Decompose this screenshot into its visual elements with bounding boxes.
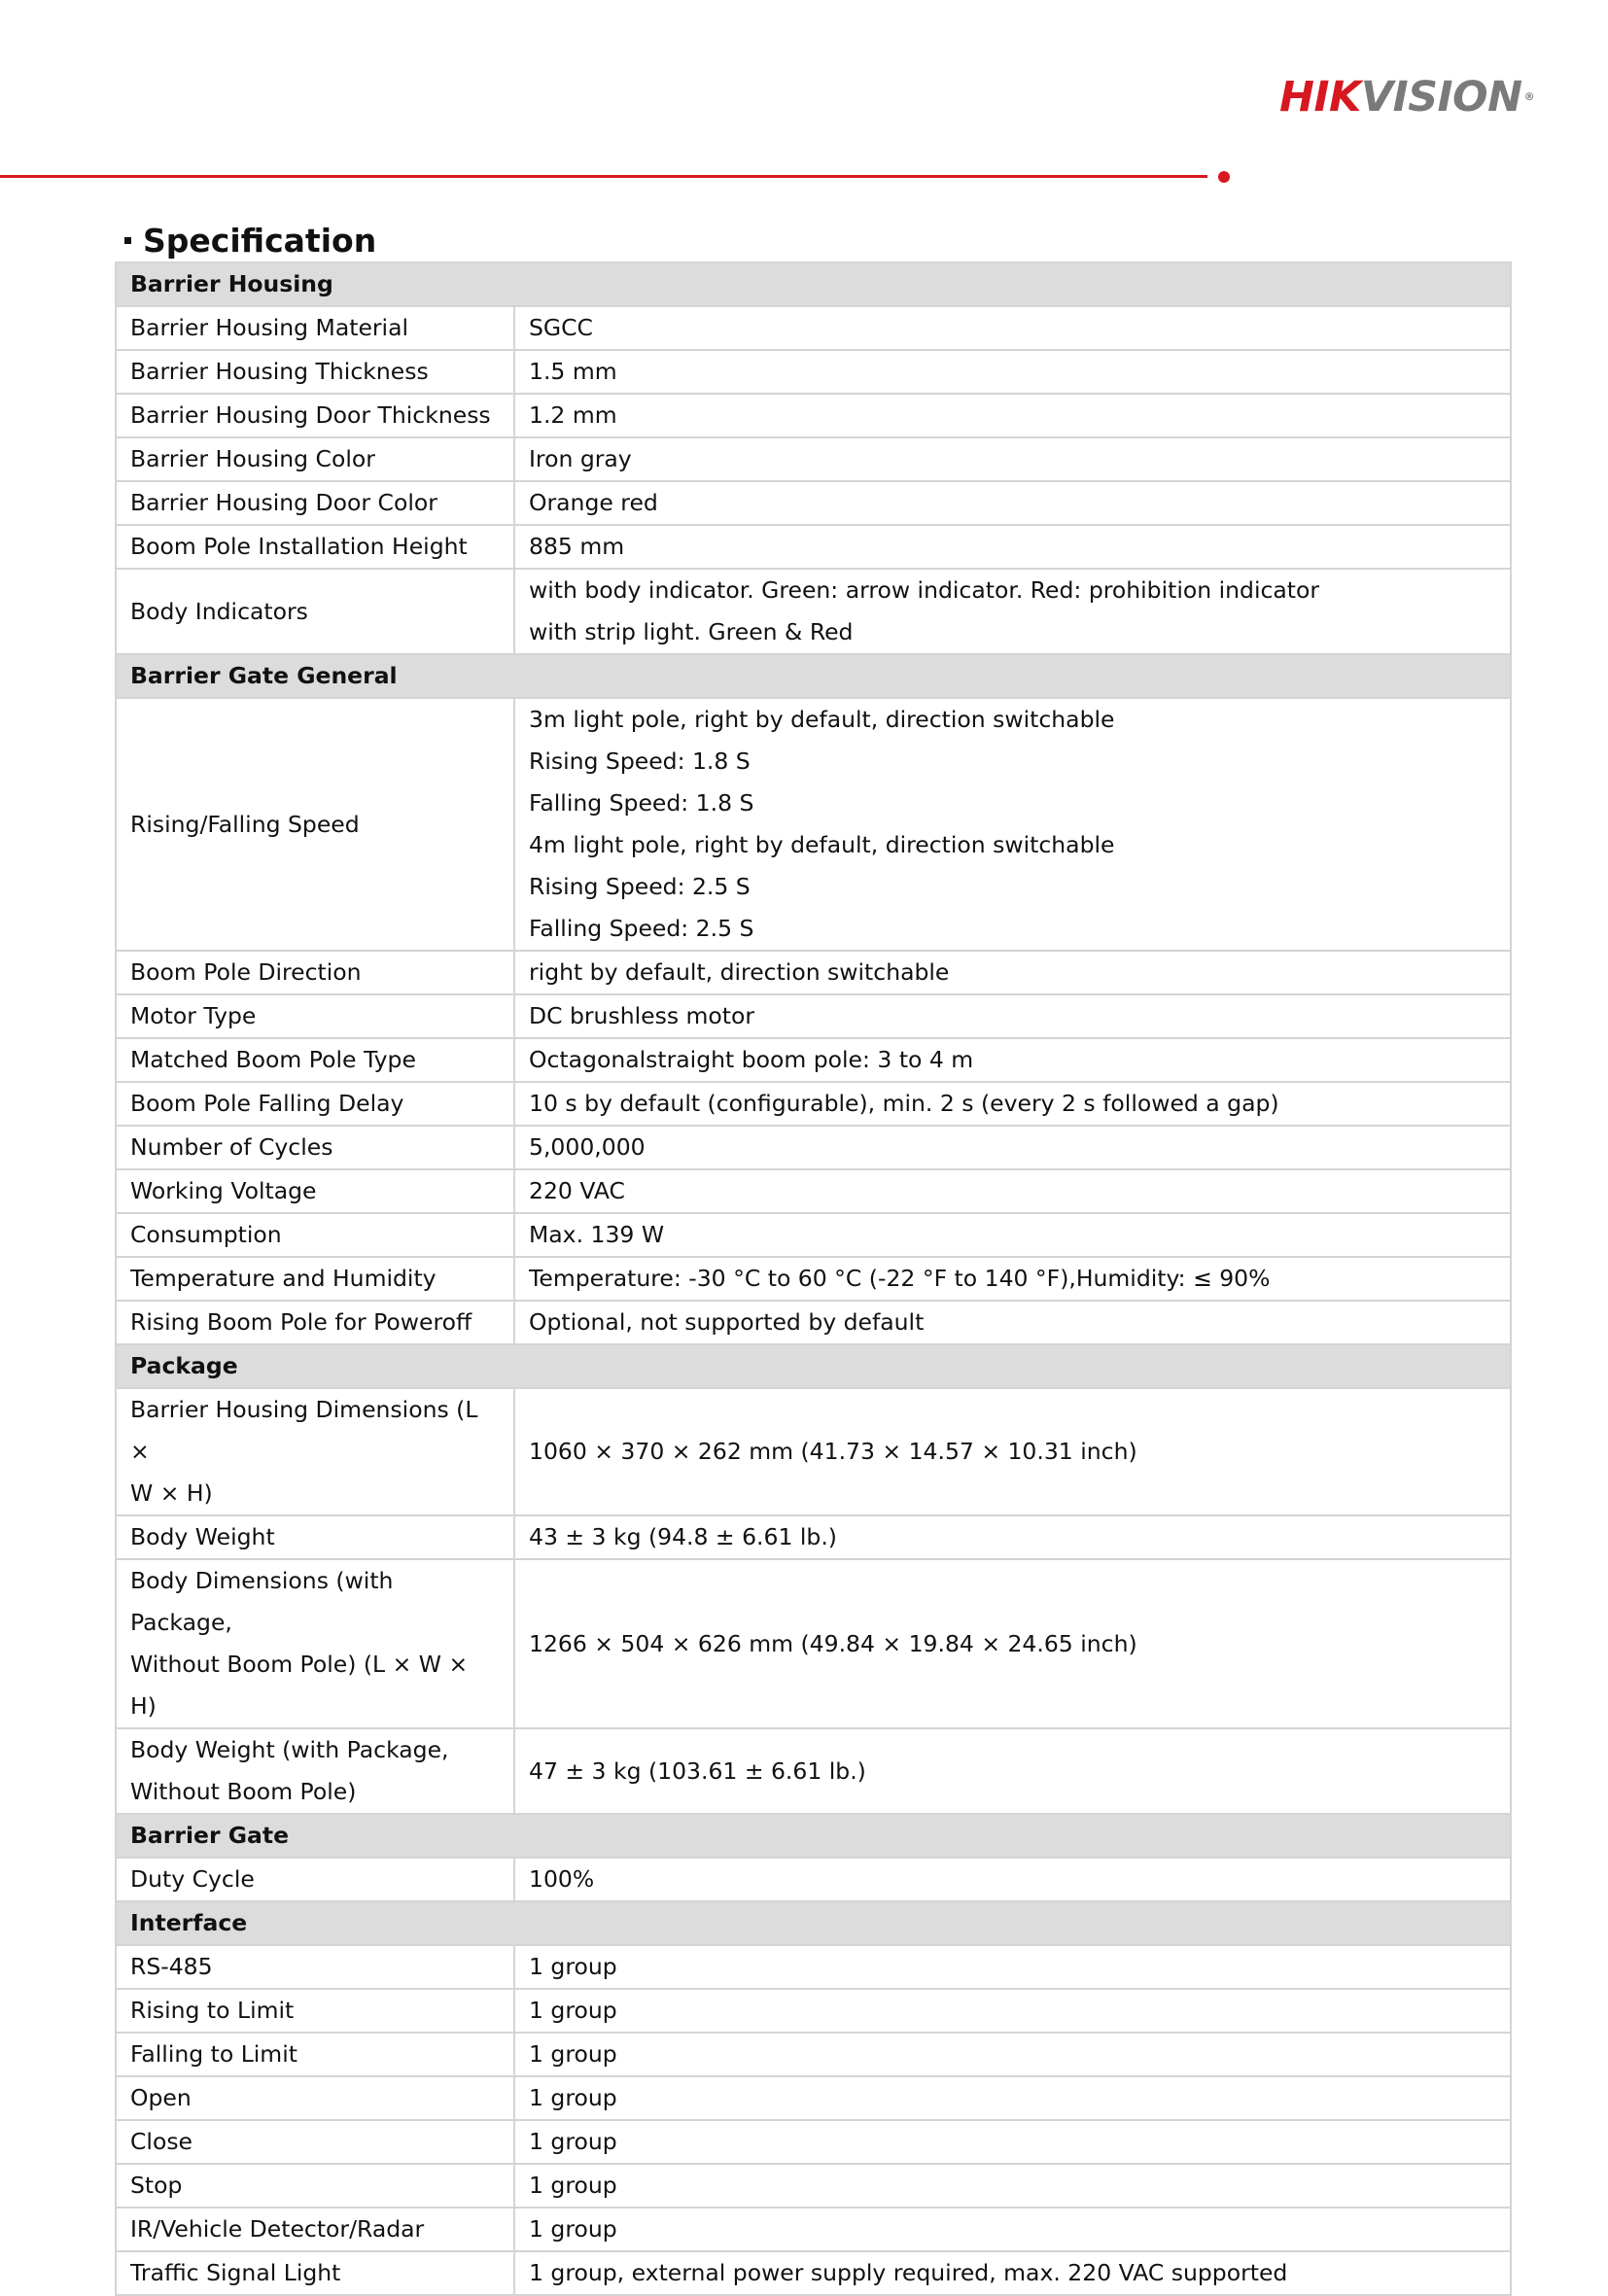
header-divider	[0, 175, 1207, 178]
spec-label: Motor Type	[130, 1002, 257, 1029]
spec-value-cell	[514, 1728, 1511, 1814]
spec-label: Barrier Housing Dimensions (L ×	[130, 1396, 478, 1465]
spec-label-cell	[116, 1038, 514, 1082]
logo-hik-text: HIK	[1279, 73, 1361, 122]
spec-label-cell	[116, 525, 514, 569]
section-title: Barrier Housing	[116, 262, 1511, 306]
spec-value: 43 ± 3 kg (94.8 ± 6.61 lb.)	[529, 1523, 837, 1550]
spec-label-cell	[116, 1257, 514, 1301]
section-title: Interface	[116, 1901, 1511, 1945]
spec-value-cell	[514, 1989, 1511, 2033]
spec-value: 1 group	[529, 2215, 617, 2243]
spec-value-cell	[514, 2164, 1511, 2208]
spec-label-cell	[116, 1213, 514, 1257]
spec-label: Rising/Falling Speed	[130, 810, 360, 838]
section-header-row	[116, 1344, 1511, 1388]
spec-label: RS-485	[130, 1953, 213, 1980]
spec-label: Consumption	[130, 1221, 282, 1248]
spec-value-cell	[514, 1038, 1511, 1082]
spec-value: 220 VAC	[529, 1177, 625, 1204]
spec-row	[116, 437, 1511, 481]
spec-value: Falling Speed: 2.5 S	[529, 915, 754, 942]
spec-value-cell	[514, 1388, 1511, 1515]
spec-label-cell	[116, 1301, 514, 1344]
spec-label-cell	[116, 2251, 514, 2295]
spec-value: Falling Speed: 1.8 S	[529, 789, 754, 817]
spec-row	[116, 1515, 1511, 1559]
spec-row	[116, 2076, 1511, 2120]
spec-row	[116, 1559, 1511, 1728]
spec-value-cell	[514, 1301, 1511, 1344]
spec-label-cell	[116, 951, 514, 994]
section-header-row	[116, 1814, 1511, 1858]
spec-value-cell	[514, 569, 1511, 654]
spec-row	[116, 994, 1511, 1038]
spec-value-cell	[514, 1126, 1511, 1169]
spec-value-cell	[514, 2208, 1511, 2251]
header-divider-dot	[1218, 171, 1230, 183]
spec-label-cell	[116, 1559, 514, 1728]
spec-label-cell	[116, 437, 514, 481]
page-title-text: Specification	[143, 222, 377, 260]
spec-label: Working Voltage	[130, 1177, 317, 1204]
logo-vision-text: VISION	[1360, 73, 1522, 122]
spec-value: 1.5 mm	[529, 358, 617, 385]
spec-value: Temperature: -30 °C to 60 °C (-22 °F to 140 °F),Humidity: ≤ 90%	[529, 1265, 1271, 1292]
spec-label-cell	[116, 1728, 514, 1814]
spec-label-cell	[116, 1169, 514, 1213]
logo-registered-mark: ®	[1523, 90, 1535, 103]
spec-label: Boom Pole Installation Height	[130, 533, 468, 560]
spec-label: Close	[130, 2128, 193, 2155]
spec-row	[116, 1082, 1511, 1126]
title-bullet-icon	[124, 237, 131, 244]
specification-table-body	[116, 262, 1511, 2295]
spec-value-cell	[514, 2033, 1511, 2076]
spec-label-cell	[116, 1858, 514, 1901]
spec-label: Boom Pole Falling Delay	[130, 1090, 404, 1117]
spec-value: 47 ± 3 kg (103.61 ± 6.61 lb.)	[529, 1757, 866, 1785]
spec-label: Body Indicators	[130, 597, 308, 625]
spec-label: Barrier Housing Color	[130, 445, 375, 472]
spec-row	[116, 394, 1511, 437]
spec-label: Without Boom Pole)	[130, 1778, 357, 1805]
spec-row	[116, 2120, 1511, 2164]
spec-row	[116, 306, 1511, 350]
spec-label-cell	[116, 2033, 514, 2076]
specification-table	[115, 261, 1512, 2296]
spec-row	[116, 1945, 1511, 1989]
spec-label-cell	[116, 1515, 514, 1559]
spec-value-cell	[514, 1559, 1511, 1728]
spec-label-cell	[116, 994, 514, 1038]
spec-label-cell	[116, 394, 514, 437]
spec-value: 1 group	[529, 2084, 617, 2111]
spec-label: Traffic Signal Light	[130, 2259, 341, 2286]
spec-label: Open	[130, 2084, 192, 2111]
spec-row	[116, 525, 1511, 569]
spec-label: Duty Cycle	[130, 1865, 255, 1893]
spec-value-cell	[514, 1169, 1511, 1213]
spec-label-cell	[116, 1388, 514, 1515]
spec-value-cell	[514, 2120, 1511, 2164]
spec-row	[116, 698, 1511, 951]
spec-row	[116, 2251, 1511, 2295]
spec-value-cell	[514, 350, 1511, 394]
spec-value: 10 s by default (configurable), min. 2 s (every 2 s followed a gap)	[529, 1090, 1279, 1117]
spec-label: Barrier Housing Door Thickness	[130, 401, 491, 429]
spec-label: Matched Boom Pole Type	[130, 1046, 416, 1073]
spec-value: 1 group	[529, 1997, 617, 2024]
spec-value: DC brushless motor	[529, 1002, 755, 1029]
spec-row	[116, 350, 1511, 394]
spec-value: 100%	[529, 1865, 595, 1893]
spec-row	[116, 569, 1511, 654]
spec-value-cell	[514, 394, 1511, 437]
spec-label-cell	[116, 481, 514, 525]
spec-value-cell	[514, 525, 1511, 569]
section-title: Barrier Gate General	[116, 654, 1511, 698]
spec-row	[116, 1728, 1511, 1814]
spec-label: Barrier Housing Thickness	[130, 358, 429, 385]
spec-row	[116, 481, 1511, 525]
spec-value-cell	[514, 1858, 1511, 1901]
spec-label-cell	[116, 350, 514, 394]
spec-value: 1060 × 370 × 262 mm (41.73 × 14.57 × 10.31 inch)	[529, 1438, 1137, 1465]
spec-row	[116, 1213, 1511, 1257]
spec-value-cell	[514, 437, 1511, 481]
spec-row	[116, 1169, 1511, 1213]
spec-value: 1.2 mm	[529, 401, 617, 429]
spec-label: Barrier Housing Material	[130, 314, 409, 341]
spec-value: SGCC	[529, 314, 593, 341]
hikvision-logo	[1279, 73, 1535, 122]
spec-value: Rising Speed: 1.8 S	[529, 748, 751, 775]
spec-label: Body Weight	[130, 1523, 275, 1550]
spec-value: right by default, direction switchable	[529, 958, 950, 986]
spec-row	[116, 1257, 1511, 1301]
spec-label: IR/Vehicle Detector/Radar	[130, 2215, 425, 2243]
spec-label-cell	[116, 1989, 514, 2033]
spec-value: 1 group	[529, 2172, 617, 2199]
spec-label: Boom Pole Direction	[130, 958, 362, 986]
spec-label: Body Weight (with Package,	[130, 1736, 449, 1763]
spec-label: Rising to Limit	[130, 1997, 295, 2024]
spec-label-cell	[116, 1126, 514, 1169]
spec-label: Rising Boom Pole for Poweroff	[130, 1308, 472, 1336]
spec-value: with strip light. Green & Red	[529, 618, 854, 645]
spec-label-cell	[116, 569, 514, 654]
spec-label-cell	[116, 1945, 514, 1989]
spec-row	[116, 1989, 1511, 2033]
spec-row	[116, 951, 1511, 994]
spec-row	[116, 1126, 1511, 1169]
spec-row	[116, 2033, 1511, 2076]
spec-label: Temperature and Humidity	[130, 1265, 437, 1292]
spec-value: Max. 139 W	[529, 1221, 665, 1248]
section-header-row	[116, 1901, 1511, 1945]
spec-value-cell	[514, 2251, 1511, 2295]
spec-value: 3m light pole, right by default, direction switchable	[529, 706, 1115, 733]
spec-value: 885 mm	[529, 533, 625, 560]
section-header-row	[116, 262, 1511, 306]
spec-value: 5,000,000	[529, 1133, 646, 1161]
spec-row	[116, 1858, 1511, 1901]
spec-label-cell	[116, 306, 514, 350]
spec-label-cell	[116, 2076, 514, 2120]
section-header-row	[116, 654, 1511, 698]
spec-value: with body indicator. Green: arrow indicator. Red: prohibition indicator	[529, 576, 1320, 604]
spec-label-cell	[116, 698, 514, 951]
spec-value: 1 group, external power supply required, max. 220 VAC supported	[529, 2259, 1288, 2286]
spec-value-cell	[514, 994, 1511, 1038]
spec-label: Without Boom Pole) (L × W × H)	[130, 1651, 469, 1720]
spec-label: Stop	[130, 2172, 183, 2199]
spec-label: W × H)	[130, 1479, 213, 1507]
spec-row	[116, 1388, 1511, 1515]
spec-value: 4m light pole, right by default, direction switchable	[529, 831, 1115, 858]
spec-label: Number of Cycles	[130, 1133, 333, 1161]
section-title: Barrier Gate	[116, 1814, 1511, 1858]
spec-label-cell	[116, 1082, 514, 1126]
spec-row	[116, 1038, 1511, 1082]
spec-row	[116, 1301, 1511, 1344]
spec-value: Orange red	[529, 489, 658, 516]
spec-value: Optional, not supported by default	[529, 1308, 925, 1336]
spec-value-cell	[514, 481, 1511, 525]
spec-label-cell	[116, 2164, 514, 2208]
spec-value-cell	[514, 1257, 1511, 1301]
spec-label-cell	[116, 2120, 514, 2164]
spec-label-cell	[116, 2208, 514, 2251]
spec-value: Iron gray	[529, 445, 632, 472]
spec-value-cell	[514, 951, 1511, 994]
spec-label: Falling to Limit	[130, 2040, 297, 2068]
section-title: Package	[116, 1344, 1511, 1388]
spec-value: 1 group	[529, 2040, 617, 2068]
spec-label: Body Dimensions (with Package,	[130, 1567, 394, 1636]
spec-value-cell	[514, 306, 1511, 350]
spec-value: 1 group	[529, 1953, 617, 1980]
spec-value-cell	[514, 1515, 1511, 1559]
spec-value: Rising Speed: 2.5 S	[529, 873, 751, 900]
spec-row	[116, 2208, 1511, 2251]
page-title	[124, 220, 376, 262]
spec-value-cell	[514, 1082, 1511, 1126]
spec-value-cell	[514, 1213, 1511, 1257]
spec-value: 1266 × 504 × 626 mm (49.84 × 19.84 × 24.65 inch)	[529, 1629, 1137, 1657]
spec-value-cell	[514, 698, 1511, 951]
spec-value: 1 group	[529, 2128, 617, 2155]
spec-value: Octagonalstraight boom pole: 3 to 4 m	[529, 1046, 974, 1073]
spec-value-cell	[514, 2076, 1511, 2120]
spec-value-cell	[514, 1945, 1511, 1989]
spec-row	[116, 2164, 1511, 2208]
spec-label: Barrier Housing Door Color	[130, 489, 437, 516]
